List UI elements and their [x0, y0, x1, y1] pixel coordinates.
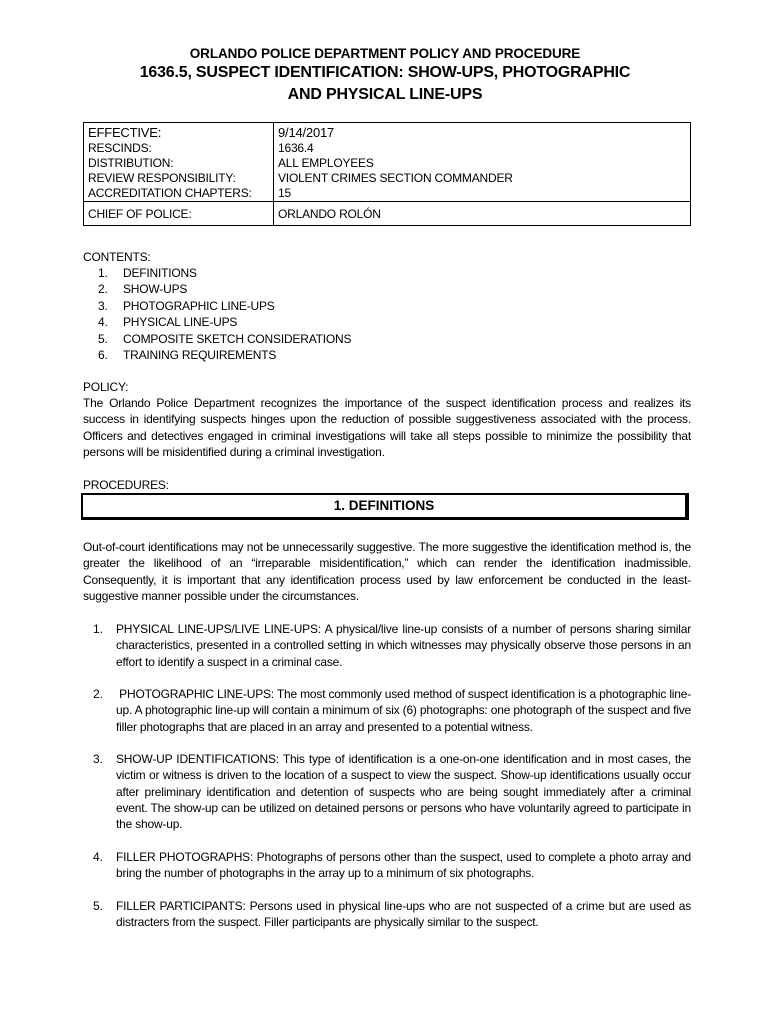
section-heading-definitions: 1. DEFINITIONS [81, 493, 689, 520]
list-item-text: COMPOSITE SKETCH CONSIDERATIONS [123, 331, 352, 346]
meta-row-accreditation-chapters [84, 186, 691, 202]
meta-value: 1636.4 [274, 141, 691, 156]
meta-label: EFFECTIVE: [84, 123, 274, 142]
list-item-number: 1. [98, 266, 108, 280]
definition-text: PHOTOGRAPHIC LINE-UPS: The most commonly used method of suspect identification is a photographic line-up. A photographic line-up will contain a minimum of six (6) photographs: one photograph of the suspect and five filler photographs that are placed in an array and presented to a potential witness. [116, 687, 695, 734]
meta-row-effective [84, 123, 691, 142]
meta-value: VIOLENT CRIMES SECTION COMMANDER [274, 171, 691, 186]
meta-label: DISTRIBUTION: [84, 156, 274, 171]
list-item [98, 331, 351, 347]
definition-number: 2. [93, 687, 104, 701]
meta-label: CHIEF OF POLICE: [84, 202, 274, 226]
definition-text: FILLER PHOTOGRAPHS: Photographs of persons other than the suspect, used to complete a photo array and bring the number of photographs in the array up to a minimum of six photographs. [116, 850, 691, 881]
meta-row-distribution [84, 156, 691, 171]
list-item [98, 298, 351, 314]
procedures-label: PROCEDURES: [83, 478, 169, 492]
definition-text: SHOW-UP IDENTIFICATIONS: This type of identification is a one-on-one identification and in most cases, the victim or witness is driven to the location of a suspect to view the suspect. Show-up identifications usually occur after preliminary identification and detention of suspects who are being sought immediately after a criminal event. The show-up can be utilized on detained persons or persons who have voluntarily agreed to participate in the show-up. [116, 752, 691, 832]
list-item-number: 2. [98, 282, 108, 297]
list-item-number: 6. [98, 348, 108, 363]
definition-text: FILLER PARTICIPANTS: Persons used in physical line-ups who are not suspected of a crime but are used as distracters from the suspect. Filler participants are physically similar to the suspect. [116, 899, 691, 930]
meta-row-rescinds [84, 141, 691, 156]
meta-value: 9/14/2017 [274, 123, 691, 142]
policy-label: POLICY: [83, 380, 129, 394]
policy-metadata-table [83, 122, 691, 226]
meta-label: ACCREDITATION CHAPTERS: [84, 186, 274, 202]
policy-title-line-1: 1636.5, SUSPECT IDENTIFICATION: SHOW-UPS, PHOTOGRAPHIC [139, 64, 631, 81]
contents-label: CONTENTS: [83, 250, 151, 264]
list-item [98, 281, 351, 297]
list-item-number: 4. [98, 315, 108, 330]
meta-value: 15 [274, 186, 691, 202]
list-item [98, 265, 351, 281]
definition-text: PHYSICAL LINE-UPS/LIVE LINE-UPS: A physical/live line-up consists of a number of persons sharing similar characteristics, presented in a controlled setting in which witnesses may physically observe those persons in an effort to identify a suspect in a criminal case. [116, 622, 691, 669]
meta-label: RESCINDS: [84, 141, 274, 156]
list-item-number: 3. [98, 298, 108, 313]
list-item-text: SHOW-UPS [123, 282, 188, 297]
definition-number: 4. [93, 850, 104, 864]
list-item-number: 5. [98, 331, 108, 346]
list-item-text: PHYSICAL LINE-UPS [123, 315, 238, 330]
definitions-intro-paragraph: Out-of-court identifications may not be unnecessarily suggestive. The more suggestive the identification method is, the greater the likelihood of an “irreparable misidentification,” which can render the identification inadmissible. Consequently, it is important that any identification process used by law enforcement be conducted in the least-suggestive manner possible under the circumstances. [83, 540, 691, 603]
list-item-text: DEFINITIONS [123, 266, 197, 280]
definition-number: 5. [93, 899, 104, 913]
contents-list [98, 265, 351, 363]
list-item [98, 314, 351, 330]
department-header: ORLANDO POLICE DEPARTMENT POLICY AND PROCEDURE [189, 46, 581, 61]
meta-value: ORLANDO ROLÓN [274, 202, 691, 226]
definition-number: 3. [93, 752, 104, 766]
meta-value: ALL EMPLOYEES [274, 156, 691, 171]
list-item [98, 347, 351, 363]
policy-paragraph: The Orlando Police Department recognizes the importance of the suspect identification process and realizes its success in identifying suspects hinges upon the reduction of possible suggestiveness associated with the process. Officers and detectives engaged in criminal investigations will take all steps possible to minimize the possibility that persons will be misidentified during a criminal investigation. [83, 396, 691, 459]
meta-row-review-responsibility [84, 171, 691, 186]
definition-number: 1. [93, 622, 104, 636]
list-item-text: TRAINING REQUIREMENTS [123, 348, 277, 363]
meta-row-chief-of-police [84, 202, 691, 226]
policy-title-line-2: AND PHYSICAL LINE-UPS [287, 86, 483, 103]
meta-label: REVIEW RESPONSIBILITY: [84, 171, 274, 186]
list-item-text: PHOTOGRAPHIC LINE-UPS [123, 298, 275, 313]
